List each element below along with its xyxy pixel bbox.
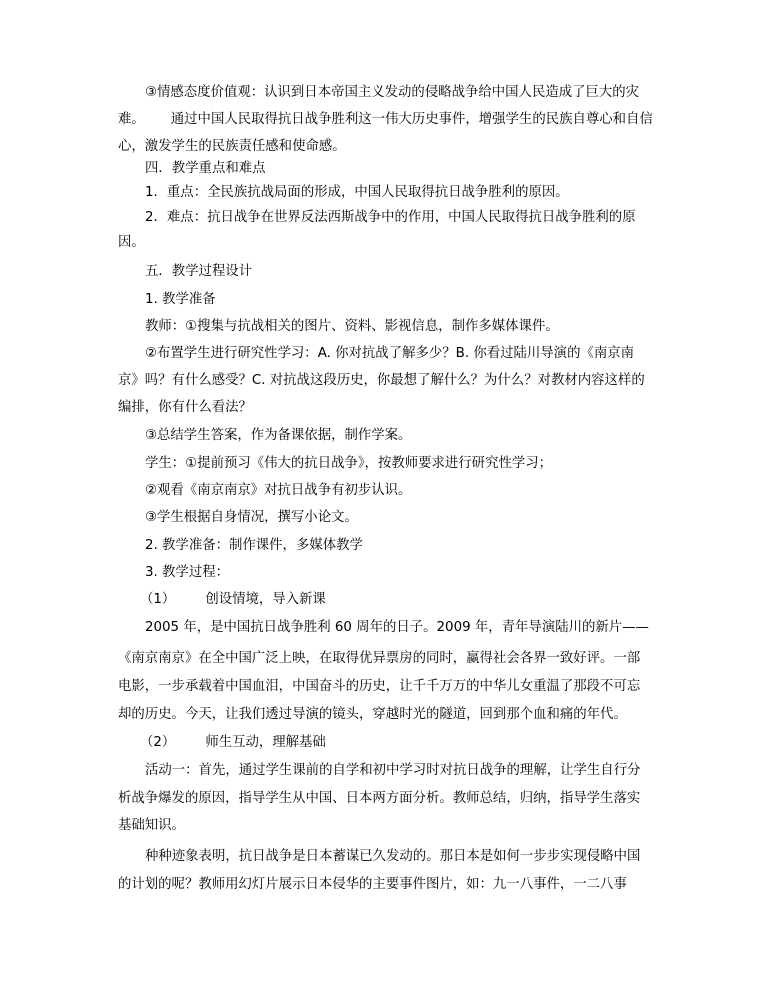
- text-line: 基础知识。: [118, 818, 185, 833]
- text-line: ③总结学生答案，作为备课依据，制作学案。: [145, 428, 412, 443]
- text-line: 的计划的呢？教师用幻灯片展示日本侵华的主要事件图片，如：九一八事件，一二八事: [118, 877, 627, 892]
- text-line: 教师：①搜集与抗战相关的图片、资料、影视信息，制作多媒体课件。: [145, 319, 559, 334]
- text-line: 种种迹象表明，抗日战争是日本蓄谋已久发动的。那日本是如何一步步实现侵略中国: [145, 849, 641, 864]
- text-line: 1．重点：全民族抗战局面的形成，中国人民取得抗日战争胜利的原因。: [145, 185, 569, 200]
- text-line: 编排，你有什么看法？: [118, 400, 252, 415]
- text-line: ③情感态度价值观：认识到日本帝国主义发动的侵略战争给中国人民造成了巨大的灾: [145, 85, 640, 100]
- list-marker: （2）: [140, 735, 176, 750]
- text-line: 析战争爆发的原因，指导学生从中国、日本两方面分析。教师总结，归纳，指导学生落实: [118, 791, 641, 806]
- text-line: ③学生根据自身情况，撰写小论文。: [145, 510, 358, 525]
- text-line: 活动一：首先，通过学生课前的自学和初中学习时对抗日战争的理解，让学生自行分: [145, 763, 641, 778]
- text-line: ②布置学生进行研究性学习：A. 你对抗战了解多少？B. 你看过陆川导演的《南京南: [145, 346, 635, 361]
- text-line: 因。: [118, 235, 145, 250]
- text-line: [118, 111, 653, 129]
- text-fragment: 师生互动，理解基础: [205, 735, 326, 750]
- text-line: 电影，一步承载着中国血泪，中国奋斗的历史，让千千万万的中华儿女重温了那段不可忘: [118, 679, 641, 694]
- text-fragment: 创设情境，导入新课: [205, 592, 326, 607]
- text-line: ②观看《南京南京》对抗日战争有初步认识。: [145, 483, 412, 498]
- text-line: 2．难点：抗日战争在世界反法西斯战争中的作用，中国人民取得抗日战争胜利的原: [145, 210, 636, 225]
- section-heading: 五．教学过程设计: [145, 264, 253, 279]
- text-line: [140, 591, 326, 609]
- text-line: 京》吗？有什么感受？C. 对抗战这段历史，你最想了解什么？为什么？对教材内容这样的: [118, 373, 645, 388]
- text-line: 3. 教学过程：: [145, 565, 229, 580]
- section-heading: 四．教学重点和难点: [145, 161, 266, 176]
- text-fragment: 难。: [118, 112, 145, 127]
- text-line: 学生：①提前预习《伟大的抗日战争》，按教师要求进行研究性学习；: [145, 456, 553, 471]
- text-fragment: 通过中国人民取得抗日战争胜利这一伟大历史事件，增强学生的民族自尊心和自信: [170, 112, 653, 127]
- text-line: [140, 734, 326, 752]
- text-line: 1. 教学准备: [145, 292, 216, 307]
- text-line: 心，激发学生的民族责任感和使命感。: [118, 139, 346, 154]
- list-marker: （1）: [140, 592, 176, 607]
- text-line: 2. 教学准备：制作课件，多媒体教学: [145, 538, 363, 553]
- text-line: 却的历史。今天，让我们透过导演的镜头，穿越时光的隧道，回到那个血和痛的年代。: [118, 707, 627, 722]
- text-line: 2005 年，是中国抗日战争胜利 60 周年的日子。2009 年，青年导演陆川的新片——: [145, 620, 649, 635]
- text-line: 《南京南京》在全中国广泛上映，在取得优异票房的同时，赢得社会各界一致好评。一部: [118, 651, 641, 666]
